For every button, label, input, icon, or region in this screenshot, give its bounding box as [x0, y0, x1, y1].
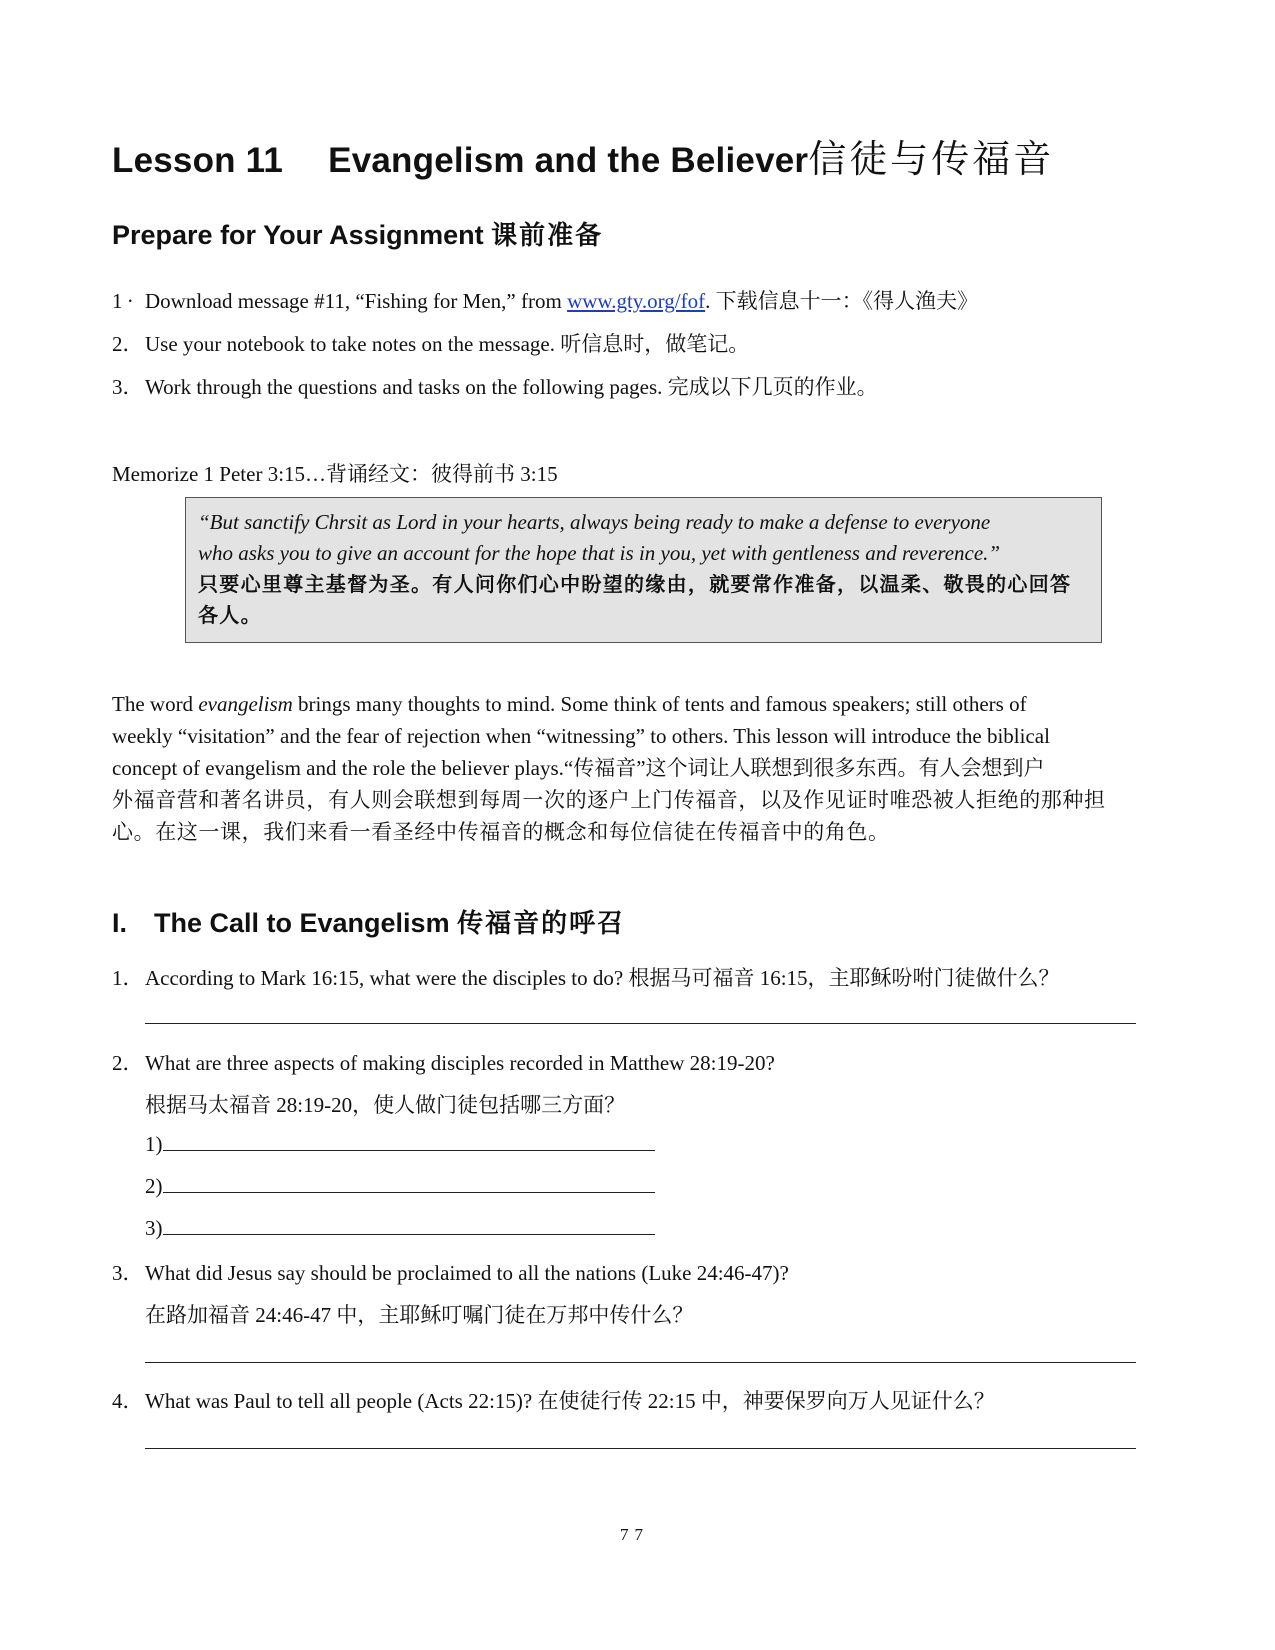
- answer-rule[interactable]: [163, 1174, 655, 1193]
- item-number: 3．: [112, 375, 144, 399]
- memorize-label: Memorize 1 Peter 3:15…背诵经文：彼得前书 3:15: [112, 462, 558, 486]
- section-heading-call: [112, 903, 625, 940]
- lesson-title-en: Lesson 11 Evangelism and the Believer: [112, 141, 809, 180]
- answer-rule[interactable]: [163, 1216, 655, 1235]
- answer-rule[interactable]: [163, 1132, 655, 1151]
- answer-2-2[interactable]: 2): [145, 1174, 655, 1199]
- emphasis-evangelism: evangelism: [198, 692, 293, 716]
- question-3: 3．What did Jesus say should be proclaimed to all the nations (Luke 24:46-47)?: [112, 1261, 789, 1285]
- prepare-item-3: 3．Work through the questions and tasks on the following pages. 完成以下几页的作业。: [112, 371, 878, 401]
- intro-paragraph: The word evangelism brings many thoughts to mind. Some think of tents and famous speakers; still others of weekly “visitation” and the fear of rejection when “witnessing” to others. This lesson will introduce the biblical concept of evangelism and the role the believer plays.“传福音”这个词让人联想到很多东西。有人会想到户 外福音营和著名讲员，有人则会联想到每周一次的逐户上门传福音，以及作见证时唯恐被人拒绝的那种担 心。在这一课，我们来看一看圣经中传福音的概念和每位信徒在传福音中的角色。: [112, 692, 1106, 844]
- section-heading-en: I. The Call to Evangelism: [112, 908, 458, 938]
- prepare-item-1: 1 · Download message #11, “Fishing for Men,” from www.gty.org/fof. 下载信息十一：《得人渔夫》: [112, 289, 979, 313]
- question-2-cn: 根据马太福音 28:19-20，使人做门徒包括哪三方面？: [145, 1093, 626, 1117]
- answer-line-4[interactable]: [145, 1448, 1136, 1449]
- answer-line-1[interactable]: [145, 1023, 1136, 1024]
- lesson-title-cn: 信徒与传福音: [808, 137, 1055, 181]
- answer-2-3[interactable]: 3): [145, 1216, 655, 1241]
- gty-link[interactable]: www.gty.org/fof: [567, 289, 706, 313]
- page-number: 77: [620, 1525, 649, 1544]
- item-number: 1 ·: [112, 289, 134, 313]
- question-2: 2．What are three aspects of making disciples recorded in Matthew 28:19-20?: [112, 1051, 775, 1075]
- prepare-item-2: 2．Use your notebook to take notes on the message. 听信息时，做笔记。: [112, 328, 749, 358]
- question-4: 4．What was Paul to tell all people (Acts 22:15)? 在使徒行传 22:15 中，神要保罗向万人见证什么？: [112, 1389, 995, 1413]
- section-heading-cn: 传福音的呼召: [457, 909, 626, 939]
- verse-cn: 只要心里尊主基督为圣。有人问你们心中盼望的缘由，就要常作准备，以温柔、敬畏的心回答各人。: [198, 572, 1072, 627]
- lesson-title: [112, 128, 1054, 183]
- answer-2-1[interactable]: 1): [145, 1132, 655, 1157]
- question-1: 1．According to Mark 16:15, what were the disciples to do? 根据马可福音 16:15，主耶稣吩咐门徒做什么？: [112, 966, 1060, 990]
- memory-verse-box: [185, 497, 1102, 643]
- verse-en-line-2: who asks you to give an account for the hope that is in you, yet with gentleness and reverence.”: [198, 541, 1001, 565]
- prepare-heading-cn: 课前准备: [491, 221, 604, 251]
- prepare-heading: [112, 215, 603, 252]
- prepare-heading-en: Prepare for Your Assignment: [112, 220, 492, 250]
- answer-line-3[interactable]: [145, 1362, 1136, 1363]
- verse-en-line-1: “But sanctify Chrsit as Lord in your hearts, always being ready to make a defense to everyone: [198, 510, 991, 534]
- item-number: 2．: [112, 332, 144, 356]
- question-3-cn: 在路加福音 24:46-47 中，主耶稣叮嘱门徒在万邦中传什么？: [145, 1303, 694, 1327]
